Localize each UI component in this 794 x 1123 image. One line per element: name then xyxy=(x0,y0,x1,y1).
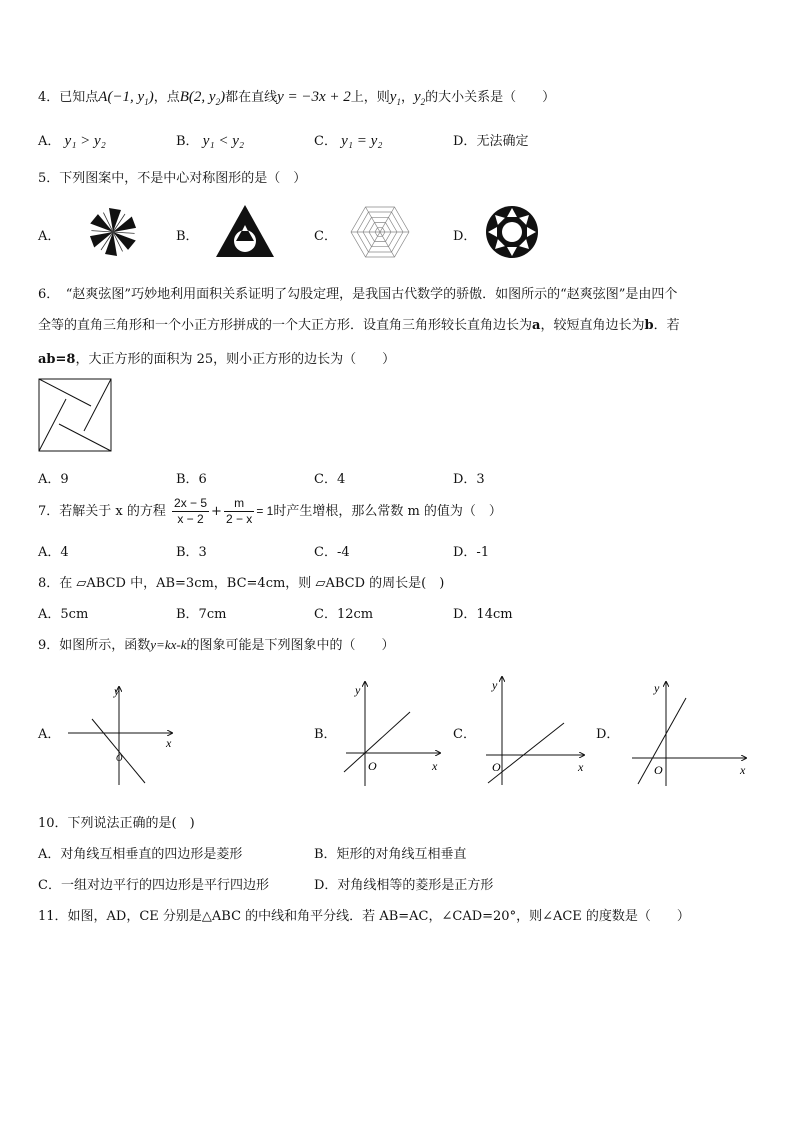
q4-option-b-value: y₁ < y₂ xyxy=(202,133,245,149)
q4-y2-letter: y xyxy=(413,89,421,105)
q6-line2-post: ．若 xyxy=(653,318,680,333)
q9-option-a-label[interactable]: A． xyxy=(38,727,61,742)
q10-option-d[interactable]: D．对角线相等的菱形是正方形 xyxy=(314,878,494,893)
q8-option-a[interactable]: A．5cm xyxy=(38,607,89,622)
q4-option-b[interactable] xyxy=(176,130,244,150)
q4-point-a xyxy=(98,89,153,105)
hexagon-web-figure xyxy=(350,205,410,259)
q4-on-line: 都在直线 xyxy=(225,90,278,105)
q6-line2-pre: 全等的直角三角形和一个小正方形拼成的一个大正方形．设直角三角形较长直角边长为 xyxy=(38,318,533,333)
q9-graph-c-y-label: y xyxy=(492,678,498,692)
q9-graph-c-origin: O xyxy=(492,760,501,774)
q9-graph-b-x-label: x xyxy=(432,759,438,773)
question-7-stem xyxy=(38,493,502,530)
q4-close2: ) xyxy=(220,89,226,105)
q6-option-b[interactable]: B．6 xyxy=(176,472,207,487)
q4-option-d[interactable] xyxy=(453,130,528,149)
q6-line3-text: ，大正方形的面积为 25，则小正方形的边长为（ ） xyxy=(75,352,396,367)
question-9-stem xyxy=(38,634,394,653)
q4-y2 xyxy=(414,89,425,105)
q10-option-c[interactable]: C．一组对边平行的四边形是平行四边形 xyxy=(38,878,269,893)
q9-graph-a-y-label: y xyxy=(114,684,120,698)
question-11-stem: 11．如图，AD，CE 分别是△ABC 的中线和角平分线．若 AB=AC，∠CAD=20°，则∠ACE 的度数是（ ） xyxy=(38,909,690,924)
q9-graph-c xyxy=(482,673,588,789)
q9-graph-d xyxy=(628,678,750,790)
triangle-figure xyxy=(214,203,276,259)
q4-comma: ，点 xyxy=(153,90,180,105)
q4-option-c-label: C． xyxy=(314,134,337,149)
question-6-line-2 xyxy=(38,314,680,333)
q7-f2-numerator: m xyxy=(224,496,254,512)
question-6-line-3 xyxy=(38,348,395,367)
q4-option-d-value: 无法确定 xyxy=(476,134,529,149)
q9-option-d-label[interactable]: D． xyxy=(596,727,620,742)
q4-comma2: ， xyxy=(400,90,414,105)
q9-function: y=kx-k xyxy=(150,637,187,652)
q4-line-equation: y = −3x + 2 xyxy=(277,89,351,105)
q10-option-b[interactable]: B．矩形的对角线互相垂直 xyxy=(314,847,467,862)
q4-sub1: 1 xyxy=(144,97,149,107)
q8-option-c[interactable]: C．12cm xyxy=(314,607,374,622)
question-4-stem xyxy=(38,86,555,107)
q7-pre: 7．若解关于 x 的方程 xyxy=(38,504,166,519)
q9-option-c-label[interactable]: C． xyxy=(453,727,476,742)
q4-option-a[interactable] xyxy=(38,130,106,150)
q7-equals: = 1 xyxy=(256,504,274,518)
q5-option-c-label[interactable]: C． xyxy=(314,229,337,244)
question-8-stem: 8．在 ▱ABCD 中，AB=3cm，BC=4cm，则 ▱ABCD 的周长是( ) xyxy=(38,576,445,591)
q6-condition: ab=8 xyxy=(38,352,76,367)
q9-post: 的图象可能是下列图象中的（ ） xyxy=(186,638,395,653)
q4-text: 4．已知点 xyxy=(38,90,99,105)
q4-option-b-label: B． xyxy=(176,134,199,149)
q4-point-b-text: B(2, y xyxy=(179,89,216,105)
q4-option-c[interactable] xyxy=(314,130,382,150)
q4-option-c-value: y₁ = y₂ xyxy=(341,133,383,149)
q7-option-d[interactable]: D．-1 xyxy=(453,545,490,560)
q4-y1-sub: 1 xyxy=(396,97,401,107)
q9-graph-a xyxy=(66,683,178,789)
q7-f1-denominator: x − 2 xyxy=(177,512,204,526)
q9-pre: 9．如图所示，函数 xyxy=(38,638,151,653)
q10-option-a[interactable]: A．对角线互相垂直的四边形是菱形 xyxy=(38,847,243,862)
q4-close: ) xyxy=(148,89,154,105)
q6-line2-mid: ，较短直角边长为 xyxy=(540,318,645,333)
q7-fraction-2 xyxy=(224,496,254,527)
q6-option-a[interactable]: A．9 xyxy=(38,472,69,487)
q4-point-b xyxy=(180,89,225,105)
q7-f1-numerator: 2x − 5 xyxy=(174,496,208,510)
q9-graph-c-x-label: x xyxy=(578,760,584,774)
q9-graph-a-origin: O xyxy=(116,753,123,763)
q7-option-b[interactable]: B．3 xyxy=(176,545,207,560)
question-5-stem: 5．下列图案中，不是中心对称图形的是（ ） xyxy=(38,171,307,186)
q7-post: 时产生增根，那么常数 m 的值为（ ） xyxy=(273,504,502,519)
q8-option-d[interactable]: D．14cm xyxy=(453,607,513,622)
circle-arrows-figure xyxy=(484,204,540,260)
q7-f2-denominator: 2 − x xyxy=(225,512,253,526)
zhao-shuang-diagram xyxy=(38,378,112,452)
q8-option-b[interactable]: B．7cm xyxy=(176,607,227,622)
q9-graph-a-x-label: x xyxy=(166,736,172,750)
q4-option-a-value: y₁ > y₂ xyxy=(64,133,106,149)
q4-y1-letter: y xyxy=(389,89,397,105)
q7-fraction-1 xyxy=(172,496,209,527)
q5-option-d-label[interactable]: D． xyxy=(453,229,477,244)
q6-option-d[interactable]: D．3 xyxy=(453,472,485,487)
pinwheel-figure xyxy=(86,205,140,259)
q5-option-b-label[interactable]: B． xyxy=(176,229,199,244)
q9-graph-b-origin: O xyxy=(368,759,377,773)
q9-graph-d-y-label: y xyxy=(654,681,660,695)
q4-tail: 的大小关系是（ ） xyxy=(425,90,556,105)
q9-graph-d-origin: O xyxy=(654,763,663,777)
q6-var-a: a xyxy=(532,318,541,333)
question-10-stem: 10．下列说法正确的是( ) xyxy=(38,816,195,831)
q4-option-d-label: D． xyxy=(453,134,477,149)
q9-graph-b xyxy=(340,678,444,790)
question-6-line-1: 6． “赵爽弦图”巧妙地利用面积关系证明了勾股定理，是我国古代数学的骄傲．如图所示的“赵爽弦图”是由四个 xyxy=(38,287,678,302)
q9-graph-d-x-label: x xyxy=(740,763,746,777)
q7-option-a[interactable]: A．4 xyxy=(38,545,69,560)
q6-option-c[interactable]: C．4 xyxy=(314,472,346,487)
q9-graph-b-y-label: y xyxy=(355,683,361,697)
q4-then: 上，则 xyxy=(350,90,390,105)
q6-var-b: b xyxy=(644,318,654,333)
q7-option-c[interactable]: C．-4 xyxy=(314,545,350,560)
q5-option-a-label[interactable]: A． xyxy=(38,229,61,244)
q4-option-a-label: A． xyxy=(38,134,61,149)
q4-y1 xyxy=(390,89,401,105)
q9-option-b-label[interactable]: B． xyxy=(314,727,337,742)
q4-point-a-text: A(−1, y xyxy=(98,89,145,105)
q4-sub2: 2 xyxy=(215,97,221,107)
q4-y2-sub: 2 xyxy=(420,97,426,107)
q7-plus: + xyxy=(211,504,222,519)
